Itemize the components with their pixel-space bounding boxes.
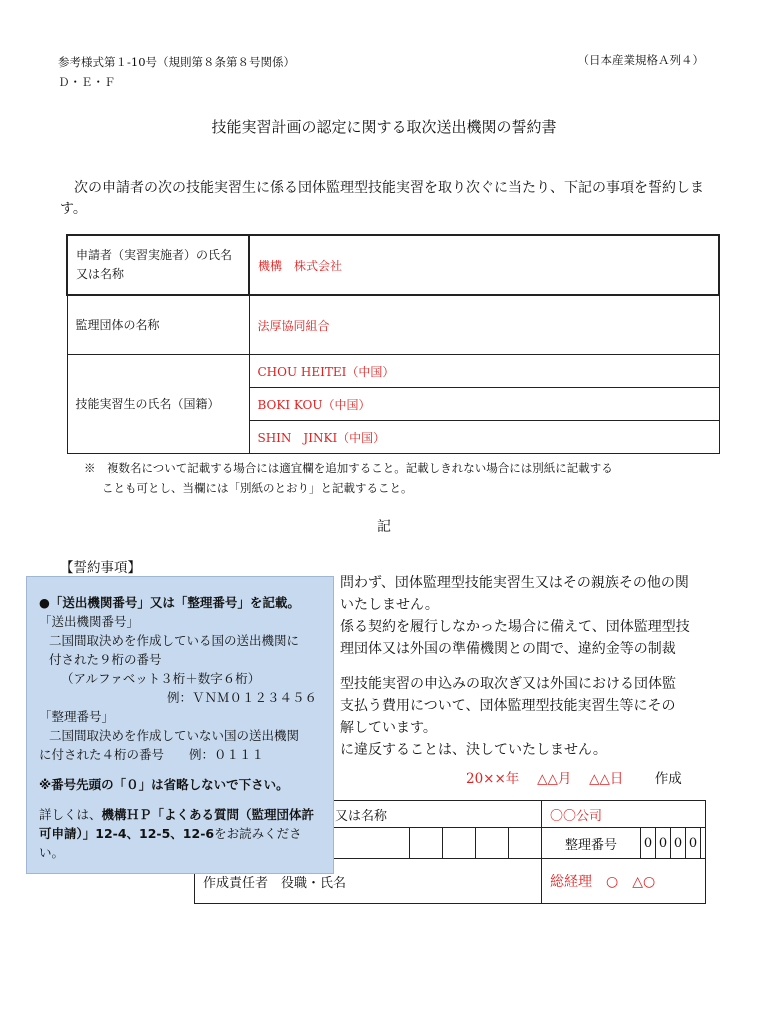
form-variant: Ｄ・Ｅ・Ｆ xyxy=(58,75,116,89)
pledge-line: 問わず、団体監理型技能実習生又はその親族その他の関 xyxy=(340,575,689,591)
pledge-heading: 【誓約事項】 xyxy=(60,560,141,576)
trainee-name: CHOU HEITEI（中国） xyxy=(249,355,719,388)
pledge-line: 支払う費用について、団体監理型技能実習生等にその xyxy=(340,698,676,714)
table-row xyxy=(67,295,719,355)
callout-heading: ●「送出機関番号」又は「整理番号」を記載。 xyxy=(39,595,300,610)
table-row xyxy=(67,355,719,388)
paper-size: （日本産業規格Ａ列４） xyxy=(577,53,704,67)
ki-heading: 記 xyxy=(377,519,391,535)
trainee-label: 技能実習生の氏名（国籍） xyxy=(67,355,249,454)
number-digit: 0 xyxy=(686,828,701,859)
callout-reference: 詳しくは、機構ＨＰ「よくある質問（監理団体許 xyxy=(39,807,315,822)
pledge-line: に違反することは、決していたしません。 xyxy=(340,742,607,758)
instruction-callout xyxy=(26,576,334,874)
number-digit: 0 xyxy=(671,828,686,859)
number-label: 整理番号 xyxy=(542,828,641,859)
supervising-org-label: 監理団体の名称 xyxy=(67,295,249,355)
creation-date xyxy=(466,767,682,787)
number-digit: 0 xyxy=(641,828,656,859)
callout-text: に付された４桁の番号 例：０１１１ xyxy=(39,747,265,762)
pledge-line: いたしません。 xyxy=(340,597,439,613)
document-title: 技能実習計画の認定に関する取次送出機関の誓約書 xyxy=(211,118,557,136)
trainee-name: BOKI KOU（中国） xyxy=(249,388,719,421)
date-month: △△月 xyxy=(537,771,572,787)
table-note xyxy=(84,458,724,498)
callout-example: 例：ＶＮＭ０１２３４５６ xyxy=(166,690,317,705)
callout-text: 付された９桁の番号 xyxy=(49,652,162,667)
form-number: 参考様式第１-10号（規則第８条第８号関係） xyxy=(58,55,296,69)
pledge-line: 型技能実習の申込みの取次ぎ又は外国における団体監 xyxy=(340,676,676,692)
callout-reference: 可申請）」12-4、12-5、12-6をお読みください。 xyxy=(39,826,302,860)
number-digit: 0 xyxy=(656,828,671,859)
responsible-value: 総経理 ○ △○ xyxy=(542,859,706,904)
pledge-line: 係る契約を履行しなかった場合に備えて、団体監理型技 xyxy=(340,619,690,635)
applicant-value: 機構 株式会社 xyxy=(249,235,719,295)
form-header xyxy=(58,52,295,92)
applicant-label: 申請者（実習実施者）の氏名又は名称 xyxy=(67,235,249,295)
pledge-line: 理団体又は外国の準備機関との間で、違約金等の制裁 xyxy=(340,641,676,657)
applicant-table xyxy=(66,234,720,454)
note-line: ことも可とし、当欄には「別紙のとおり」と記載すること。 xyxy=(102,481,413,495)
note-line: ※ 複数名について記載する場合には適宜欄を追加すること。記載しきれない場合には別紙に記載する xyxy=(84,461,613,475)
pledge-text xyxy=(340,572,740,761)
callout-warning: ※番号先頭の「０」は省略しないで下さい。 xyxy=(39,777,289,792)
callout-text: （アルファベット３桁＋数字６桁） xyxy=(61,671,261,686)
table-row xyxy=(67,235,719,295)
callout-text: 二国間取決めを作成していない国の送出機関 xyxy=(49,728,300,743)
supervising-org-value: 法厚協同組合 xyxy=(249,295,719,355)
date-label: 作成 xyxy=(654,771,682,787)
org-name-label: 又は名称 xyxy=(195,801,542,828)
responsible-label: 作成責任者 役職・氏名 xyxy=(195,859,542,904)
callout-subheading: 「送出機関番号」 xyxy=(39,614,140,629)
trainee-name: SHIN JINKI（中国） xyxy=(249,421,719,454)
pledge-line: 解しています。 xyxy=(340,720,437,736)
date-day: △△日 xyxy=(589,771,624,787)
callout-text: 二国間取決めを作成している国の送出機関に xyxy=(49,633,300,648)
date-year: 20××年 xyxy=(466,771,520,787)
callout-subheading: 「整理番号」 xyxy=(39,709,115,724)
org-name-value: 〇〇公司 xyxy=(542,801,706,828)
intro-paragraph: 次の申請者の次の技能実習生に係る団体監理型技能実習を取り次ぐに当たり、下記の事項を誓約します。 xyxy=(60,180,704,217)
